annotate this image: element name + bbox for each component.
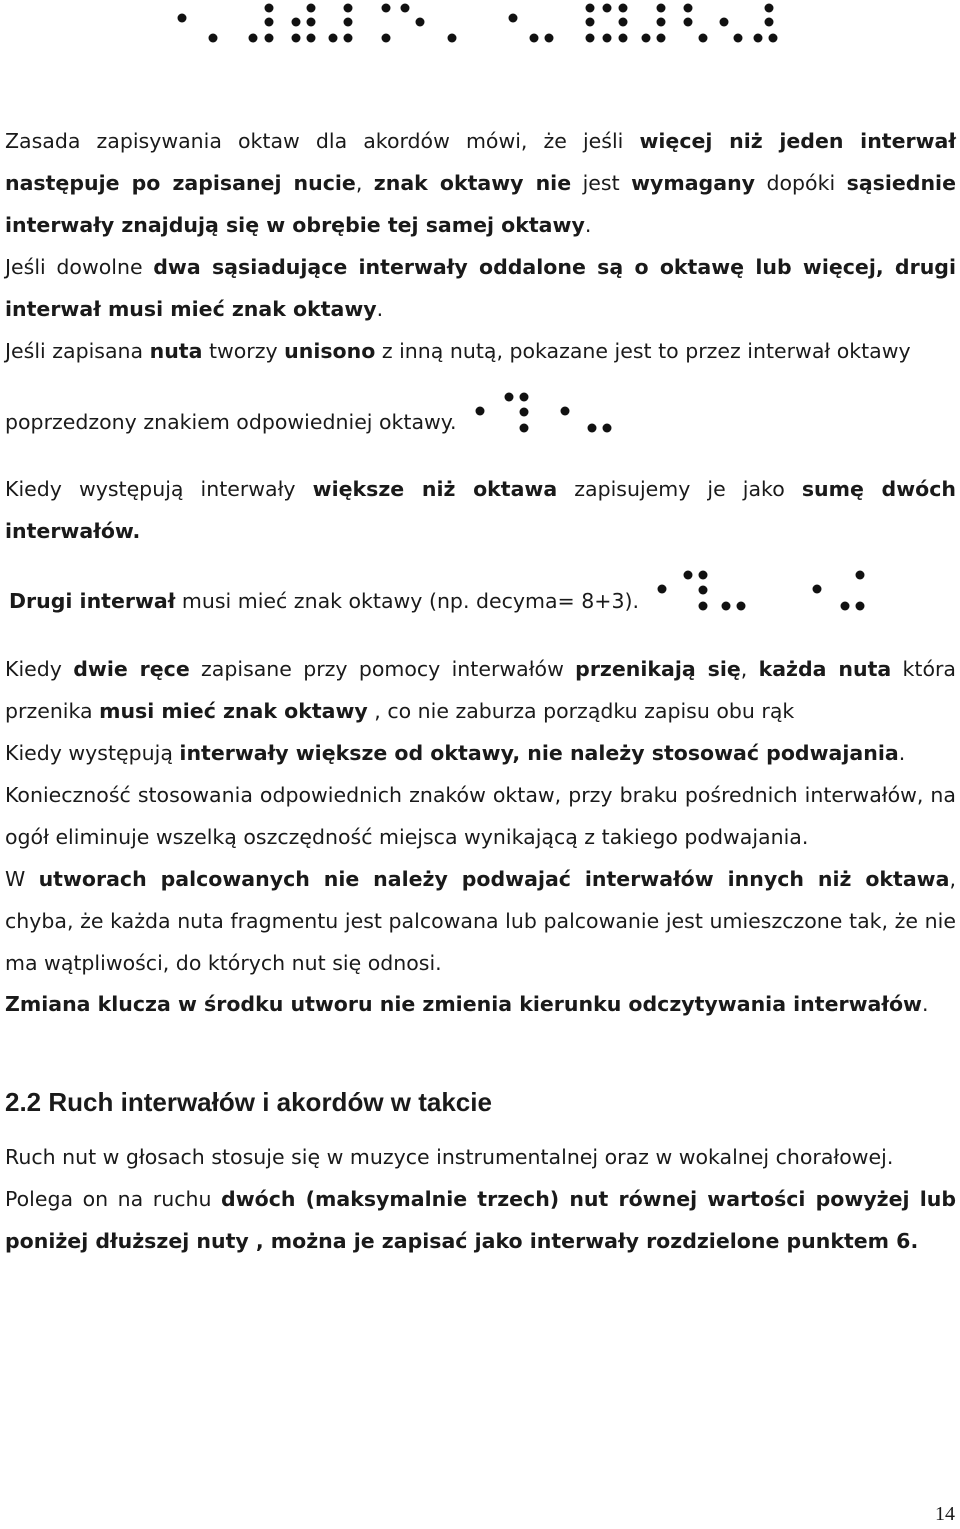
paragraph-octave-signs xyxy=(5,774,956,858)
bold-text: więcej niż jeden interwał następuje po zapisanej nucie xyxy=(5,129,956,195)
paragraph-second-interval xyxy=(9,580,639,622)
bold-text: utworach palcowanych nie należy podwajać interwałów innych niż oktawa xyxy=(38,867,950,891)
bold-text: wymagany xyxy=(631,171,756,195)
text: Ruch nut w głosach stosuje się w muzyce instrumentalnej oraz w wokalnej chorałowej. xyxy=(5,1145,894,1169)
paragraph-unison xyxy=(5,330,956,372)
bold-text: unisono xyxy=(284,339,376,363)
text: z inną nutą, pokazane jest to przez interwał oktawy xyxy=(375,339,911,363)
braille-unison-icon xyxy=(470,388,620,438)
text: poprzedzony znakiem odpowiedniej oktawy. xyxy=(5,410,457,434)
text: Kiedy występują interwały xyxy=(5,477,313,501)
bold-text: dwóch (maksymalnie trzech) nut równej wartości powyżej lub poniżej dłuższej nuty , można je zapisać jako interwały rozdzielone punktem 6. xyxy=(5,1187,957,1253)
text: Konieczność stosowania odpowiednich znaków oktaw, przy braku pośrednich interwałów, na ogół eliminuje wszelką oszczędność miejsca wynikającą z takiego podwajania. xyxy=(5,783,956,849)
text: Kiedy występują xyxy=(5,741,180,765)
paragraph-two-hands xyxy=(5,648,956,732)
text: jest xyxy=(571,171,632,195)
bold-text: dwie ręce xyxy=(73,657,190,681)
text: tworzy xyxy=(202,339,285,363)
section-title: Ruch interwałów i akordów w takcie xyxy=(48,1087,492,1117)
text: musi mieć znak oktawy (np. decyma= 8+3). xyxy=(175,589,640,613)
section-number: 2.2 xyxy=(5,1087,42,1117)
text: Polega on na ruchu xyxy=(5,1187,222,1211)
bold-text: większe niż oktawa xyxy=(312,477,558,501)
bold-text: interwały większe od oktawy, nie należy stosować podwajania xyxy=(179,741,899,765)
text: . xyxy=(898,741,906,765)
bold-text: przenikają się xyxy=(575,657,741,681)
text: Jeśli dowolne xyxy=(5,255,154,279)
braille-header-icon xyxy=(0,0,960,50)
braille-header xyxy=(0,0,960,50)
paragraph-voice-motion xyxy=(5,1136,893,1178)
bold-text: każda nuta xyxy=(758,657,892,681)
text: Jeśli zapisana xyxy=(5,339,150,363)
text: , co nie zaburza porządku zapisu obu rąk xyxy=(367,699,795,723)
paragraph-clef-change xyxy=(5,983,929,1025)
text: Zasada zapisywania oktaw dla akordów mówi, że jeśli xyxy=(5,129,640,153)
bold-text: dwa sąsiadujące interwały oddalone są o oktawę lub więcej, drugi interwał musi mieć znak oktawy xyxy=(5,255,957,321)
paragraph-fingered-works xyxy=(5,858,956,984)
page-number: 14 xyxy=(935,1503,955,1525)
braille-decima-icon xyxy=(652,566,872,616)
braille-unison-example xyxy=(470,388,620,438)
bold-text: musi mieć znak oktawy xyxy=(99,699,368,723)
bold-text: Drugi interwał xyxy=(9,589,176,613)
paragraph-no-doubling xyxy=(5,732,956,774)
paragraph-adjacent-intervals xyxy=(5,246,956,330)
bold-text: sąsiednie interwały znajdują się w obrębie tej samej oktawy xyxy=(5,171,956,237)
bold-text: znak oktawy nie xyxy=(373,171,572,195)
text: , chyba, że każda nuta fragmentu jest palcowana lub palcowanie jest umieszczone tak, że nie ma wątpliwości, do których nut się odnosi. xyxy=(5,867,956,975)
bold-text: nuta xyxy=(149,339,203,363)
paragraph-motion-rule xyxy=(5,1178,956,1262)
paragraph-larger-intervals xyxy=(5,468,956,552)
paragraph-octave-rule xyxy=(5,120,956,246)
braille-decima-example xyxy=(652,566,872,616)
text: . xyxy=(584,213,592,237)
text: zapisane przy pomocy interwałów xyxy=(189,657,576,681)
text: zapisujemy je jako xyxy=(557,477,802,501)
text: . xyxy=(922,992,929,1016)
text: , xyxy=(740,657,759,681)
text: dopóki xyxy=(755,171,847,195)
section-heading xyxy=(5,1082,492,1122)
text: , xyxy=(355,171,374,195)
text: . xyxy=(376,297,384,321)
text: Kiedy xyxy=(5,657,74,681)
text: która przenika xyxy=(5,657,956,723)
bold-text: Zmiana klucza w środku utworu nie zmienia kierunku odczytywania interwałów xyxy=(5,992,922,1016)
bold-text: sumę dwóch interwałów. xyxy=(5,477,956,543)
text: W xyxy=(5,867,39,891)
